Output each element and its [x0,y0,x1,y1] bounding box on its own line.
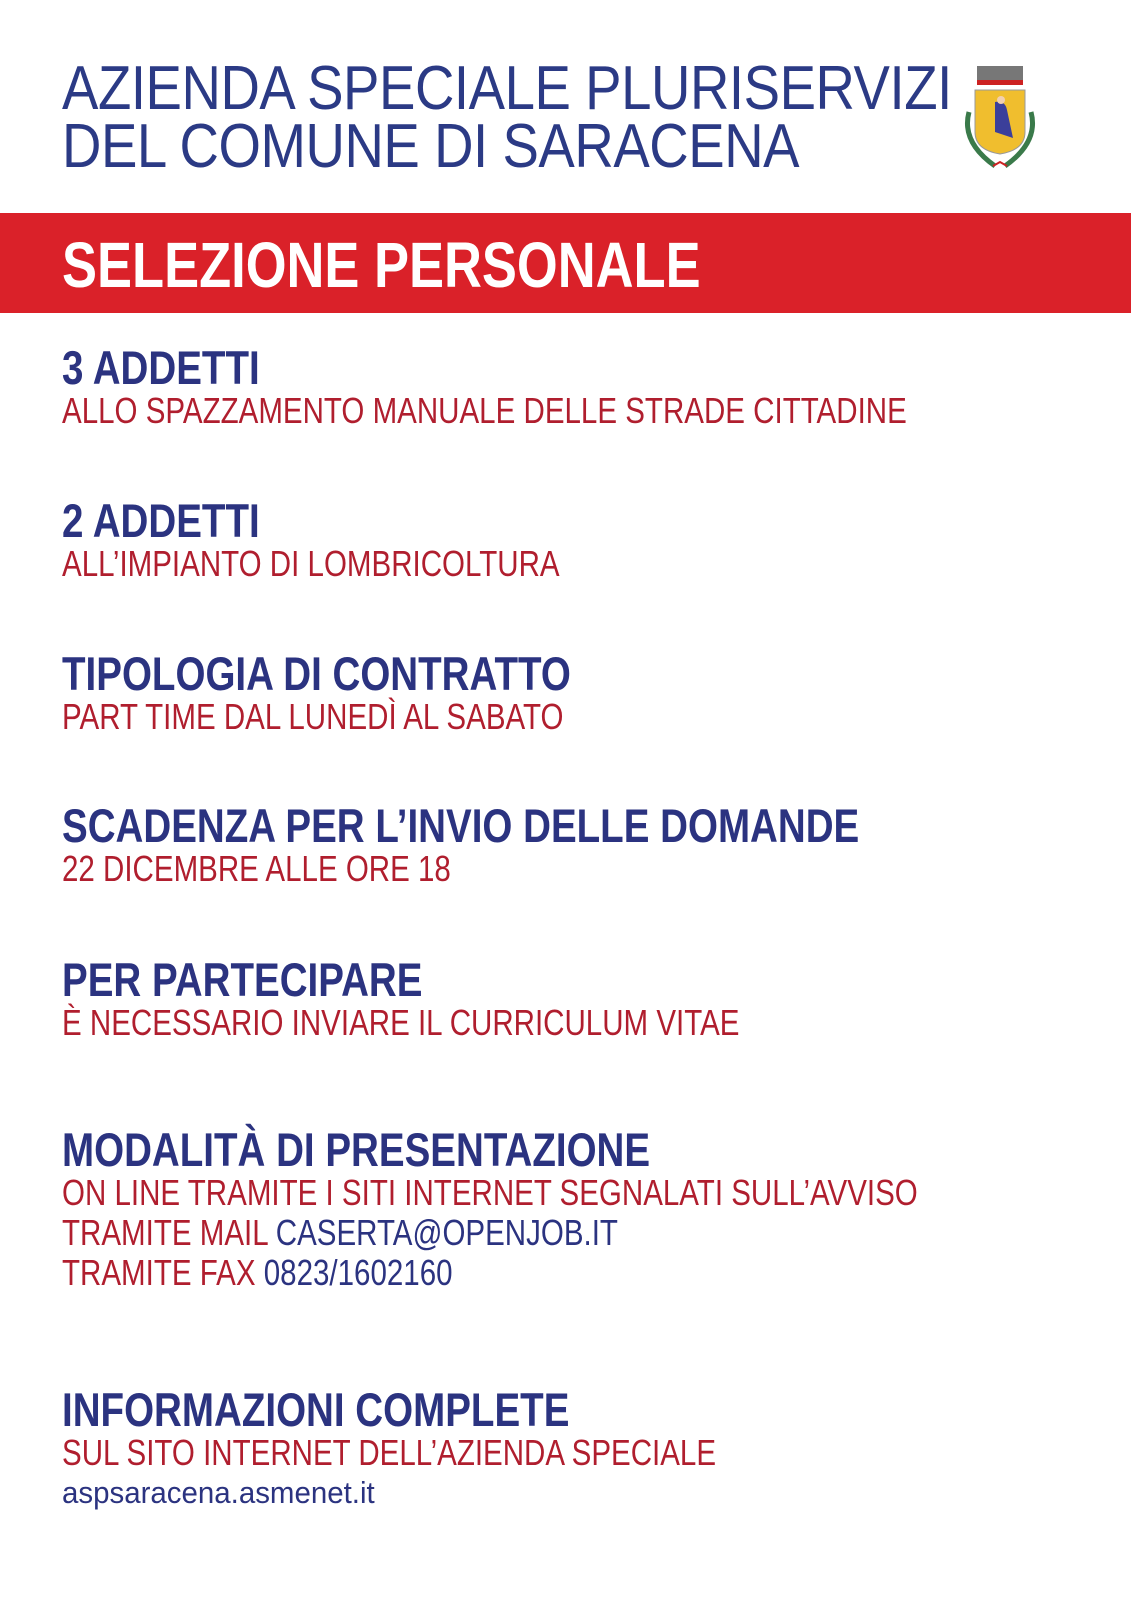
fax-label: TRAMITE FAX [62,1252,256,1293]
section-3-addetti [62,341,1092,431]
website-link[interactable]: aspsaracena.asmenet.it [62,1475,375,1510]
section-text: SUL SITO INTERNET DELL’AZIENDA SPECIALE [62,1432,717,1473]
section-text: PART TIME DAL LUNEDÌ AL SABATO [62,696,564,737]
fax-number: 0823/1602160 [263,1252,453,1293]
title-line-2: DEL COMUNE DI SARACENA [62,112,800,181]
mail-label: TRAMITE MAIL [62,1212,268,1253]
section-text: ALLO SPAZZAMENTO MANUALE DELLE STRADE CITTADINE [62,390,907,431]
banner: SELEZIONE PERSONALE [0,213,1131,313]
section-heading: 3 ADDETTI [62,341,260,394]
section-info [62,1383,860,1513]
section-modalita [62,1123,1106,1293]
title-line-1: AZIENDA SPECIALE PLURISERVIZI [62,54,952,123]
section-heading: INFORMAZIONI COMPLETE [62,1383,570,1436]
section-text: È NECESSARIO INVIARE IL CURRICULUM VITAE [62,1002,740,1043]
section-heading: MODALITÀ DI PRESENTAZIONE [62,1123,651,1176]
coat-of-arms-icon [955,62,1045,182]
section-2-addetti [62,494,669,584]
section-heading: TIPOLOGIA DI CONTRATTO [62,647,571,700]
section-partecipare [62,953,888,1043]
mail-link[interactable]: CASERTA@OPENJOB.IT [275,1212,618,1253]
section-contratto [62,647,683,737]
section-heading: 2 ADDETTI [62,494,260,547]
section-scadenza [62,799,1034,889]
section-text: 22 DICEMBRE ALLE ORE 18 [62,848,451,889]
section-heading: PER PARTECIPARE [62,953,423,1006]
section-heading: SCADENZA PER L’INVIO DELLE DOMANDE [62,799,860,852]
online-text: ON LINE TRAMITE I SITI INTERNET SEGNALATI SULL’AVVISO [62,1172,918,1213]
section-text: ALL’IMPIANTO DI LOMBRICOLTURA [62,543,560,584]
